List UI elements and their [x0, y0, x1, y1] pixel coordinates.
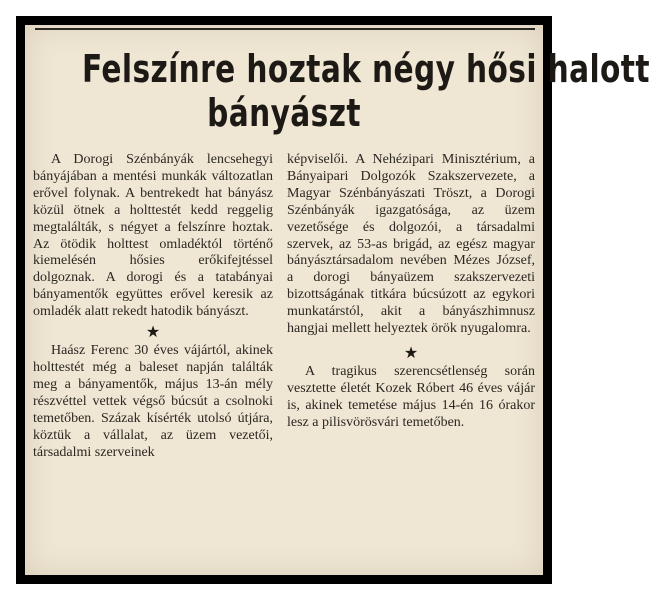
left-paragraph-1: A Dorogi Szénbányák lencsehegyi bányájában a mentési munkák változatlan erővel folynak. A bentrekedt hat bányász közül ötnek a holttestét kedd reggelig megtalálták, s négyet a felszínre hoztak. Az ötödik holttest omladéktól történő kiemelésén hősies erőkifejtéssel dolgoznak. A dorogi és a tatabányai bányamentők együttes erővel keresik az omladék alatt rekedt hatodik bányászt.	[33, 152, 273, 320]
right-column	[287, 152, 535, 432]
left-column	[33, 152, 273, 461]
headline-line-1: Felszínre hoztak négy hősi halott	[81, 47, 650, 91]
headline	[81, 47, 650, 135]
headline-line-2: bányászt	[207, 91, 361, 135]
right-paragraph-1: képviselői. A Nehézipari Minisztérium, a Bányaipari Dolgozók Szakszervezete, a Magyar Szénbányászati Tröszt, a Dorogi Szénbányák igazgatósága, az üzem vezetősége és dolgozói, a társadalmi szervek, az 53-as brigád, az egész magyar bányásztársadalom nevében Mézes József, a dorogi bányaüzem szakszervezeti bizottságának titkára búcsúzott az egykori munkatárstól, akit a bányászhimnusz hangjai mellett helyeztek örök nyugalomra.	[287, 152, 535, 337]
right-paragraph-2: A tragikus szerencsétlenség során vesztette életét Kozek Róbert 46 éves vájár is, akinek temetése május 14-én 16 órakor lesz a pilisvörösvári temetőben.	[287, 363, 535, 430]
star-separator: ★	[145, 324, 161, 342]
newspaper-clipping	[25, 25, 650, 575]
star-separator: ★	[403, 344, 419, 362]
left-paragraph-2: Haász Ferenc 30 éves vájártól, akinek holttestét még a baleset napján találták meg a bányamentők, május 13-án mély részvéttel vettek végső búcsút a csolnoki temetőben. Százak kísérték utolsó útjára, köztük a vállalat, az üzem vezetői, társadalmi szerveinek	[33, 343, 273, 460]
top-rule	[35, 28, 535, 30]
